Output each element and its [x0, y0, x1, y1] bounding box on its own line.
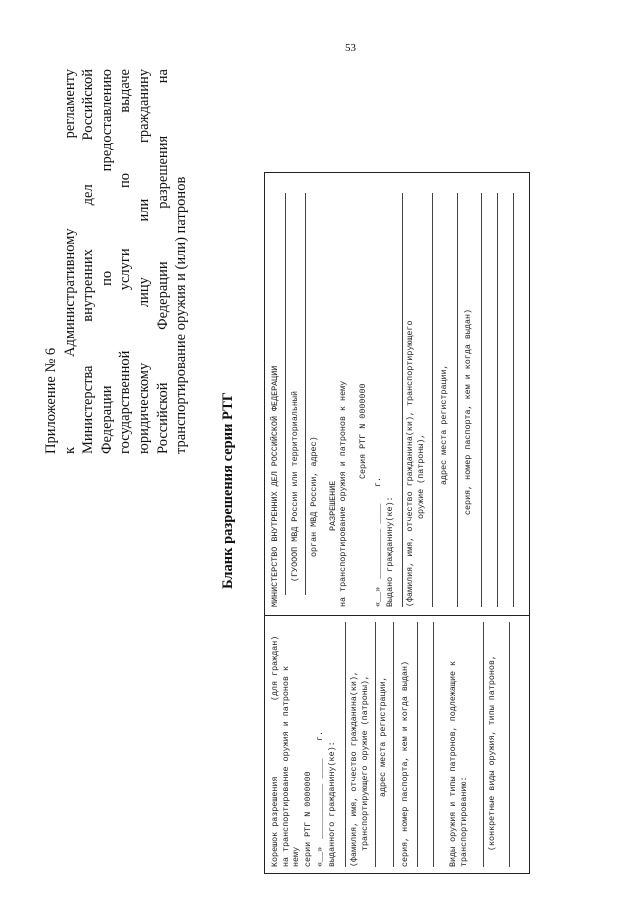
permit-form-table: [264, 172, 530, 874]
stub-line-blank: [433, 622, 434, 867]
stub-line2: на транспортирование оружия и патронов к: [281, 665, 291, 867]
stub-issued-to: выданного гражданину(ке):: [327, 741, 337, 867]
appendix-line-6: Российской Федерации разрешения на: [154, 69, 171, 454]
permit-organ-line: орган МВД России, адрес): [309, 436, 319, 557]
page-number: 53: [345, 42, 356, 54]
appendix-line-4: государственной услуги по выдаче: [117, 69, 134, 454]
permit-fio-line2: оружие (патроны),: [416, 433, 426, 519]
appendix-line-2: Министерства внутренних дел Российской: [80, 69, 97, 454]
stub-section: [265, 615, 529, 873]
permit-passport: серия, номер паспорта, кем и когда выдан): [463, 308, 473, 515]
stub-line-fio: [375, 622, 376, 867]
permit-line-issued: [402, 193, 403, 607]
appendix-block: [42, 69, 191, 454]
permit-date-blank: __________ ____: [373, 503, 383, 579]
stub-fio-line1: (фамилия, имя, отчество гражданина(ки),: [349, 670, 359, 867]
appendix-line-5: юридическому лицу или гражданину: [135, 69, 152, 454]
stub-fio-line2: транспортирующего оружие (патроны),: [360, 675, 370, 851]
stub-line-weapons: [483, 622, 484, 867]
permit-subtitle: на транспортирование оружия и патронов к нему: [338, 380, 348, 607]
stub-line-passport: [417, 622, 418, 867]
rotated-page-content: [42, 69, 562, 894]
stub-address: адрес места регистрации,: [378, 676, 388, 797]
stub-line-issued: [345, 622, 346, 867]
stub-weapon-types-line2: транспортированию:: [459, 776, 469, 867]
appendix-line-3: Федерации по предоставлению: [98, 69, 115, 454]
appendix-line-7: транспортирование оружия и (или) патронов: [173, 176, 190, 454]
stub-series: серии РТГ N 0000000: [303, 771, 313, 867]
stub-weapon-types-line1: Виды оружия и типы патронов, подлежащие к: [448, 660, 458, 867]
permit-year-mark: г.: [373, 476, 383, 487]
permit-line-blank-1: [497, 193, 498, 607]
permit-line-address: [457, 193, 458, 607]
blank-title: Бланк разрешения серии РТГ: [220, 392, 236, 589]
stub-line-specific: [509, 622, 510, 867]
appendix-line-1: к Административному регламенту: [61, 69, 78, 454]
permit-date-open: «__»: [373, 586, 383, 607]
permit-fio-line1: (фамилия, имя, отчество гражданина(ки), транспортирующего: [405, 320, 415, 607]
permit-issued-to: Выдано гражданину(ке):: [385, 496, 395, 607]
permit-gu-line: (ГУОООП МВД России или территориальный: [290, 391, 300, 582]
permit-line-ministry: [285, 193, 286, 595]
stub-title: Корешок разрешения: [270, 776, 280, 867]
stub-passport: серия, номер паспорта, кем и когда выдан): [400, 660, 410, 867]
stub-line-address: [393, 622, 394, 867]
permit-line-passport: [481, 193, 482, 607]
permit-address: адрес места регистрации,: [439, 364, 449, 485]
permit-section: [265, 173, 529, 615]
stub-specific-types: (конкретные виды оружия, типы патронов,: [487, 654, 497, 851]
permit-title: РАЗРЕШЕНИЕ: [328, 480, 338, 531]
stub-for-citizens: (для граждан): [270, 635, 280, 701]
permit-line-blank-2: [513, 193, 514, 607]
appendix-heading: Приложение № 6: [43, 347, 59, 454]
permit-line-fio: [432, 193, 433, 607]
stub-year-mark: г.: [315, 730, 325, 741]
stub-date-open: «__»: [315, 846, 325, 867]
stub-date-blank: ___________ ____: [315, 758, 325, 839]
permit-ministry: МИНИСТЕРСТВО ВНУТРЕННИХ ДЕЛ РОССИЙСКОЙ ФЕДЕРАЦИИ: [270, 365, 280, 607]
stub-line3: нему: [291, 846, 301, 867]
permit-series: Серия РТГ N 0000000: [358, 383, 368, 479]
permit-line-gu: [305, 193, 306, 595]
